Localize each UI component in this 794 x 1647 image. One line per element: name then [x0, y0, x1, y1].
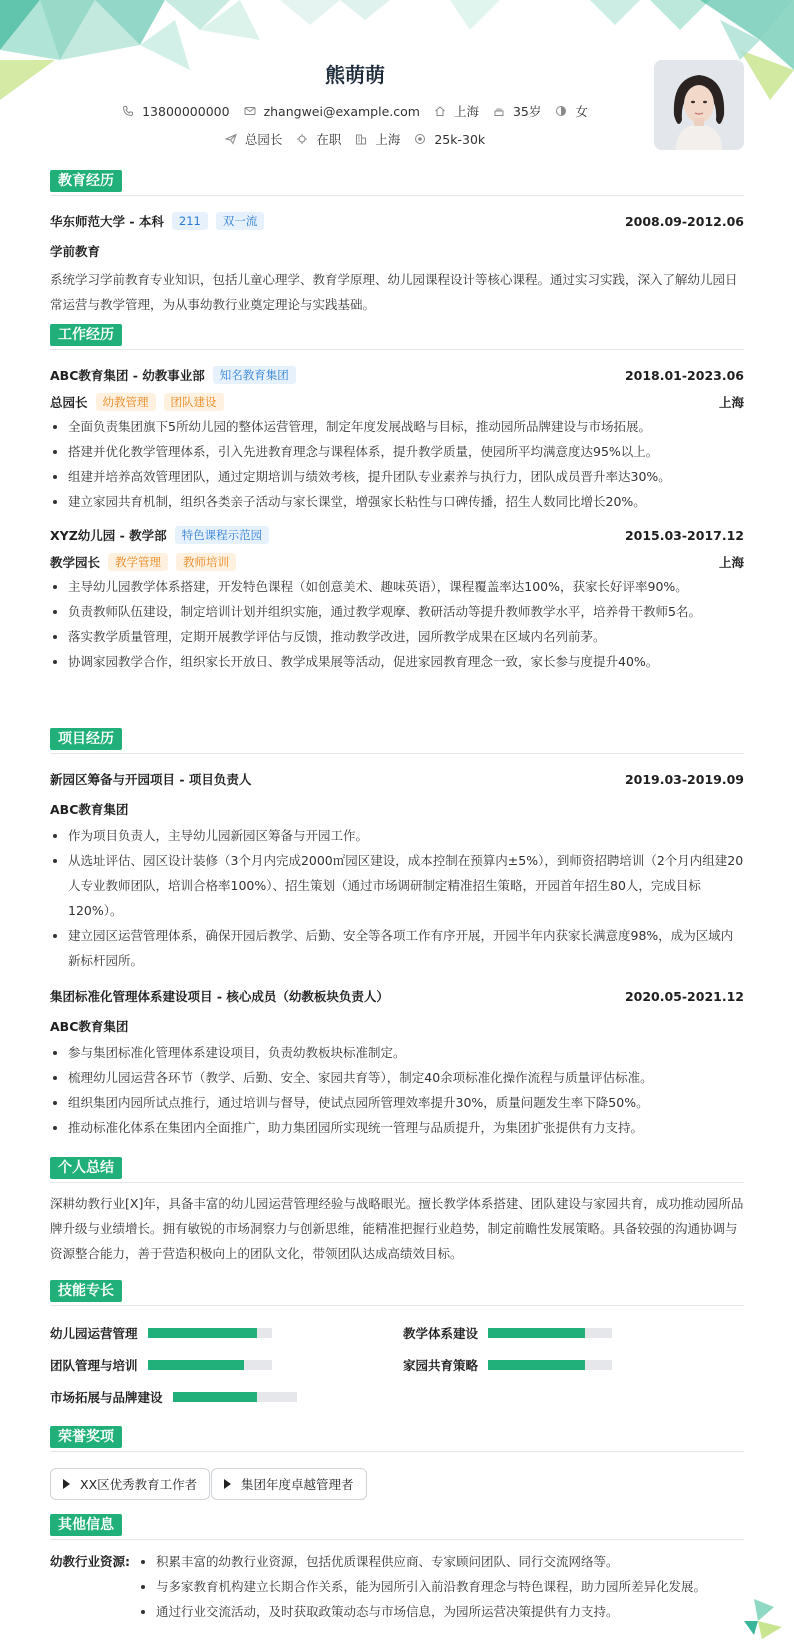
- mail-icon: [244, 105, 256, 117]
- project-title: 集团标准化管理体系建设项目 - 核心成员（幼教板块负责人）: [50, 989, 389, 1004]
- role-row: [50, 393, 744, 411]
- skill-bar-fill: [148, 1360, 245, 1370]
- skill-bar-fill: [488, 1360, 585, 1370]
- summary-section: [50, 1157, 744, 1266]
- role-tag: 教学管理: [108, 553, 168, 571]
- profile-header: [0, 0, 794, 160]
- list-item: 搭建并优化教学管理体系，引入先进教育理念与课程体系，提升教学质量，使园所平均满意度达95%以上。: [50, 439, 744, 464]
- list-item: 推动标准化体系在集团内全面推广，助力集团园所实现统一管理与品质提升，为集团扩张提供有力支持。: [50, 1115, 744, 1140]
- contact-row: [0, 102, 710, 120]
- project-org-row: [50, 1017, 744, 1035]
- salary-text: 25k-30k: [434, 131, 486, 147]
- other-info-block: [50, 1549, 744, 1624]
- role-row: [50, 553, 744, 571]
- list-item: 通过行业交流活动，及时获取政策动态与市场信息，为园所运营决策提供有力支持。: [138, 1599, 744, 1624]
- awards-section: [50, 1426, 744, 1506]
- city-info: [434, 102, 479, 120]
- company-name: ABC教育集团 - 幼教事业部: [50, 368, 205, 383]
- work-entry-header: [50, 366, 744, 384]
- work-section: [50, 324, 744, 674]
- list-item: 参与集团标准化管理体系建设项目，负责幼教板块标准制定。: [50, 1040, 744, 1065]
- list-item: 组建并培养高效管理团队，通过定期培训与绩效考核，提升团队专业素养与执行力，团队成员晋升率达30%。: [50, 464, 744, 489]
- candidate-name: 熊萌萌: [325, 63, 385, 87]
- section-title-awards: 荣誉奖项: [50, 1426, 122, 1448]
- skill-item: [403, 1324, 612, 1342]
- position-text: 总园长: [244, 132, 283, 147]
- skill-item: [50, 1356, 272, 1374]
- project-entry-header: [50, 770, 744, 788]
- section-header: [50, 1426, 744, 1452]
- section-header: [50, 1514, 744, 1540]
- section-title-summary: 个人总结: [50, 1157, 122, 1179]
- age-info: [493, 102, 541, 120]
- projects-section: [50, 728, 744, 1140]
- education-description: 系统学习学前教育专业知识，包括儿童心理学、教育学原理、幼儿园课程设计等核心课程。通过实习实践，深入了解幼儿园日常运营与教学管理，为从事幼教行业奠定理论与实践基础。: [50, 272, 738, 312]
- school-name: 华东师范大学 - 本科: [50, 214, 164, 229]
- phone-icon: [122, 105, 134, 117]
- list-item: 组织集团内园所试点推行，通过培训与督导，使试点园所管理效率提升30%，质量问题发生率下降50%。: [50, 1090, 744, 1115]
- work-city-text: 上海: [375, 132, 401, 147]
- skill-item: [50, 1324, 272, 1342]
- gender-info: [555, 102, 588, 120]
- list-item: 建立家园共育机制，组织各类亲子活动与家长课堂，增强家长粘性与口碑传播，招生人数同比增长20%。: [50, 489, 744, 514]
- award-label: XX区优秀教育工作者: [80, 1477, 198, 1492]
- skill-name: 幼儿园运营管理: [50, 1326, 138, 1341]
- other-section: [50, 1514, 744, 1624]
- status-info: [296, 130, 341, 148]
- role-tag: 团队建设: [164, 393, 224, 411]
- gender-text: 女: [575, 104, 588, 119]
- avatar-portrait: [654, 60, 744, 150]
- other-info-label: 幼教行业资源:: [50, 1554, 130, 1569]
- education-section: [50, 170, 744, 317]
- section-header: [50, 728, 744, 754]
- section-title-skills: 技能专长: [50, 1280, 122, 1302]
- role-name: 总园长: [50, 395, 88, 410]
- profile-photo: [654, 60, 744, 150]
- project-org: ABC教育集团: [50, 1019, 129, 1034]
- work-date: 2018.01-2023.06: [624, 367, 744, 383]
- list-item: 协调家园教学合作，组织家长开放日、教学成果展等活动，促进家园教育理念一致，家长参与度提升40%。: [50, 649, 744, 674]
- skill-name: 教学体系建设: [403, 1326, 479, 1341]
- list-item: 梳理幼儿园运营各环节（教学、后勤、安全、家园共育等），制定40余项标准化操作流程与质量评估标准。: [50, 1065, 744, 1090]
- list-item: 作为项目负责人，主导幼儿园新园区筹备与开园工作。: [50, 823, 744, 848]
- job-intent-row: [0, 130, 710, 148]
- list-item: 与多家教育机构建立长期合作关系，能为园所引入前沿教育理念与特色课程，助力园所差异化发展。: [138, 1574, 744, 1599]
- email-info: [244, 102, 420, 120]
- skill-bar: [148, 1360, 272, 1370]
- award-item: [211, 1468, 367, 1500]
- company-name: XYZ幼儿园 - 教学部: [50, 528, 167, 543]
- skill-name: 团队管理与培训: [50, 1358, 138, 1373]
- skill-item: [403, 1356, 612, 1374]
- section-header: [50, 1280, 744, 1306]
- project-date: 2020.05-2021.12: [624, 988, 744, 1004]
- building-icon: [355, 133, 367, 145]
- work-bullets: [50, 414, 744, 514]
- position-info: [225, 130, 283, 148]
- education-date: 2008.09-2012.06: [624, 213, 744, 229]
- phone-info: [122, 102, 229, 120]
- section-header: [50, 1157, 744, 1183]
- skill-bar: [488, 1360, 612, 1370]
- play-icon: [63, 1479, 70, 1489]
- send-icon: [225, 133, 237, 145]
- home-icon: [434, 105, 446, 117]
- list-item: 积累丰富的幼教行业资源，包括优质课程供应商、专家顾问团队、同行交流网络等。: [138, 1549, 744, 1574]
- email-text: zhangwei@example.com: [263, 103, 420, 119]
- work-location: 上海: [718, 555, 744, 570]
- work-location: 上海: [718, 395, 744, 410]
- other-bullets: [138, 1549, 744, 1624]
- salary-info: [414, 130, 485, 148]
- role-name: 教学园长: [50, 555, 101, 570]
- phone-text: 13800000000: [142, 103, 230, 119]
- skill-name: 市场拓展与品牌建设: [50, 1390, 163, 1405]
- project-entry-header: [50, 987, 744, 1005]
- coin-icon: [414, 133, 426, 145]
- company-tag: 知名教育集团: [213, 366, 296, 384]
- list-item: 建立园区运营管理体系，确保开园后教学、后勤、安全等各项工作有序开展，开园半年内获家长满意度98%，成为区域内新标杆园所。: [50, 923, 744, 973]
- list-item: 负责教师队伍建设，制定培训计划并组织实施，通过教学观摩、教研活动等提升教师教学水平，培养骨干教师5名。: [50, 599, 744, 624]
- status-icon: [296, 133, 308, 145]
- play-icon: [224, 1479, 231, 1489]
- list-item: 落实教学质量管理，定期开展教学评估与反馈，推动教学改进，园所教学成果在区域内名列前茅。: [50, 624, 744, 649]
- project-bullets: [50, 1040, 744, 1140]
- skill-bar-fill: [148, 1328, 257, 1338]
- project-title: 新园区筹备与开园项目 - 项目负责人: [50, 772, 252, 787]
- summary-text: 深耕幼教行业[X]年，具备丰富的幼儿园运营管理经验与战略眼光。擅长教学体系搭建、团队建设与家园共育，成功推动园所品牌升级与业绩增长。拥有敏锐的市场洞察力与创新思维，能精准把握行业趋势，制定前瞻性发展策略。具备较强的沟通协调与资源整合能力，善于营造积极向上的团队文化，带领团队达成高绩效目标。: [50, 1196, 744, 1261]
- gender-icon: [555, 105, 567, 117]
- work-date: 2015.03-2017.12: [624, 527, 744, 543]
- list-item: 全面负责集团旗下5所幼儿园的整体运营管理，制定年度发展战略与目标，推动园所品牌建设与市场拓展。: [50, 414, 744, 439]
- skills-section: [50, 1280, 744, 1410]
- skill-name: 家园共育策略: [403, 1358, 479, 1373]
- city-text: 上海: [453, 104, 479, 119]
- company-tag: 特色课程示范园: [175, 526, 270, 544]
- role-tag: 教师培训: [176, 553, 236, 571]
- school-tag: 211: [172, 212, 208, 230]
- role-tag: 幼教管理: [96, 393, 156, 411]
- skill-bar: [148, 1328, 272, 1338]
- section-title-other: 其他信息: [50, 1514, 122, 1536]
- corner-decoration: [744, 1599, 782, 1639]
- project-date: 2019.03-2019.09: [624, 771, 744, 787]
- section-header: [50, 324, 744, 350]
- skill-bar-fill: [488, 1328, 585, 1338]
- project-org: ABC教育集团: [50, 802, 129, 817]
- education-entry-header: [50, 212, 744, 230]
- major-name: 学前教育: [50, 244, 101, 259]
- list-item: 从选址评估、园区设计装修（3个月内完成2000㎡园区建设，成本控制在预算内±5%），到师资招聘培训（2个月内组建20人专业教师团队，培训合格率100%）、招生策划（通过市场调研制定精准招生策略，开园首年招生80人，完成目标120%）。: [50, 848, 744, 923]
- work-bullets: [50, 574, 744, 674]
- skill-bar-fill: [173, 1392, 257, 1402]
- award-label: 集团年度卓越管理者: [241, 1477, 354, 1492]
- skill-bar: [488, 1328, 612, 1338]
- school-tag: 双一流: [216, 212, 265, 230]
- section-title-education: 教育经历: [50, 170, 122, 192]
- awards-list: [50, 1468, 744, 1500]
- list-item: 主导幼儿园教学体系搭建，开发特色课程（如创意美术、趣味英语），课程覆盖率达100%，获家长好评率90%。: [50, 574, 744, 599]
- work-entry-header: [50, 526, 744, 544]
- project-bullets: [50, 823, 744, 973]
- skill-item: [50, 1388, 297, 1406]
- status-text: 在职: [316, 132, 342, 147]
- age-text: 35岁: [512, 104, 542, 119]
- skill-bar: [173, 1392, 297, 1402]
- cake-icon: [493, 105, 505, 117]
- work-city-info: [355, 130, 400, 148]
- section-header: [50, 170, 744, 196]
- project-org-row: [50, 800, 744, 818]
- section-title-projects: 项目经历: [50, 728, 122, 750]
- major-row: [50, 242, 744, 260]
- section-title-work: 工作经历: [50, 324, 122, 346]
- award-item: [50, 1468, 210, 1500]
